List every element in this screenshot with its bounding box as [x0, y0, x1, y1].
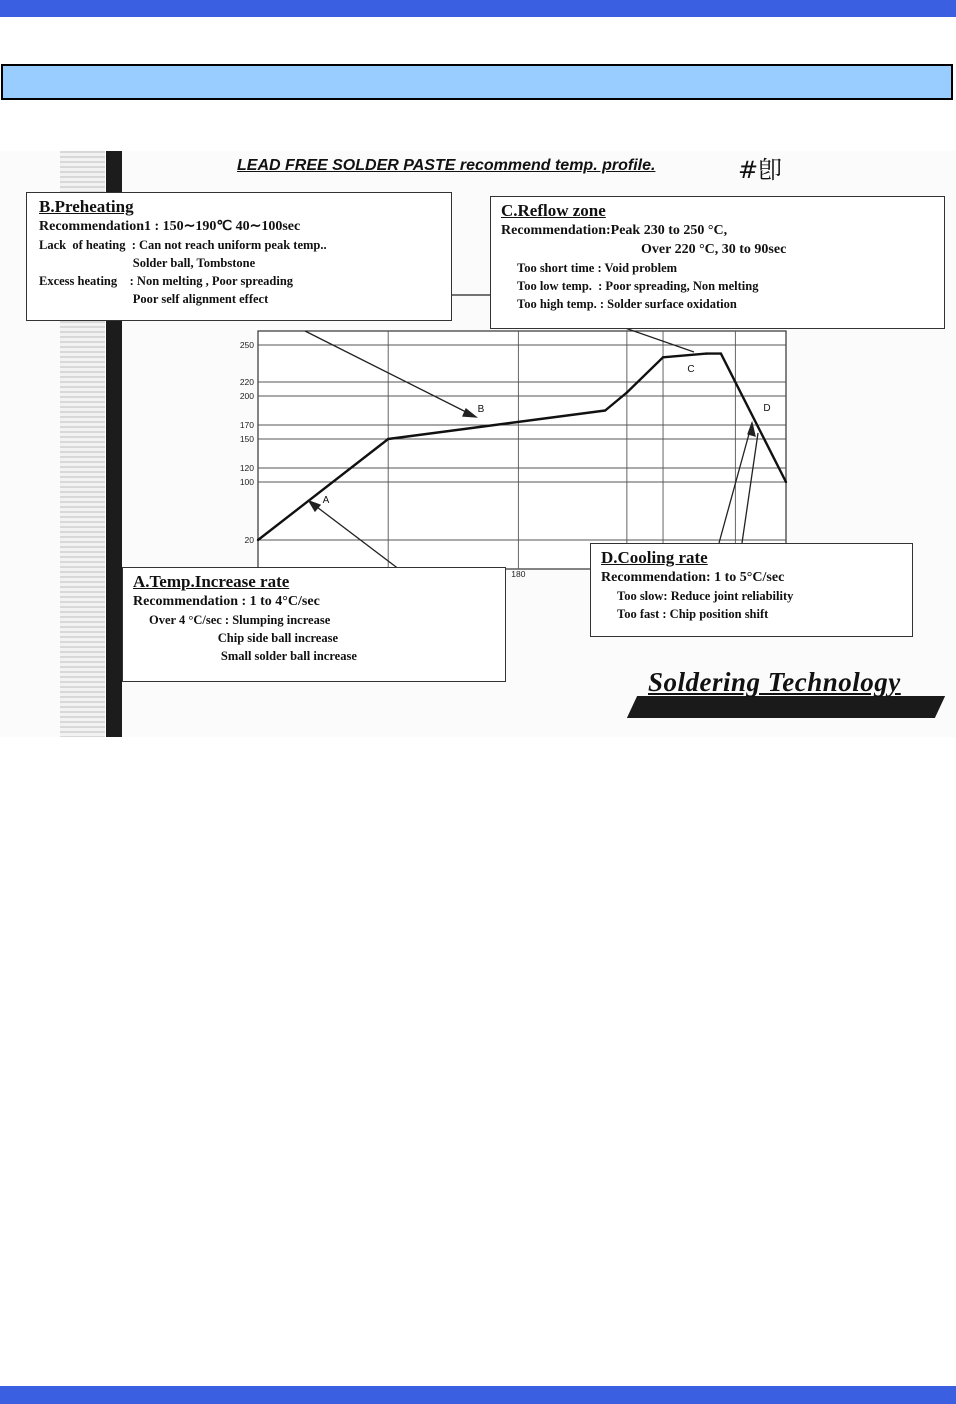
- y-tick-label: 170: [239, 420, 254, 430]
- handwritten-mark: #卽: [738, 156, 783, 184]
- zone-label: B: [477, 404, 485, 415]
- cooling-line: Too slow: Reduce joint reliability: [617, 589, 794, 603]
- preheating-line: Solder ball, Tombstone: [39, 256, 256, 270]
- cooling-rate-box: [590, 543, 913, 637]
- reflow-recommendation: Recommendation:Peak 230 to 250 °C,: [501, 223, 728, 238]
- preheating-title: B.Preheating: [39, 197, 134, 216]
- reflow-line: Too short time : Void problem: [517, 261, 678, 275]
- brand-shadow: [627, 696, 945, 718]
- preheating-line: Excess heating : Non melting , Poor spreading: [39, 274, 294, 288]
- zone-label: D: [763, 403, 771, 414]
- x-tick-label: 180: [511, 569, 526, 579]
- plot-frame: [258, 331, 786, 569]
- temp-increase-title: A.Temp.Increase rate: [133, 572, 290, 591]
- y-tick-label: 200: [239, 391, 254, 401]
- scanned-figure: [0, 151, 956, 737]
- reflow-line: Too high temp. : Solder surface oxidation: [517, 297, 737, 311]
- preheating-line: Poor self alignment effect: [39, 292, 269, 306]
- zone-label: A: [322, 495, 330, 506]
- preheating-line: Lack of heating : Can not reach uniform peak temp..: [39, 238, 327, 252]
- reflow-title: C.Reflow zone: [501, 201, 606, 220]
- bottom-accent-bar: [0, 1386, 956, 1404]
- zone-label: C: [687, 364, 695, 375]
- temp-increase-recommendation: Recommendation : 1 to 4°C/sec: [133, 594, 320, 609]
- cooling-recommendation: Recommendation: 1 to 5°C/sec: [601, 570, 785, 585]
- preheating-box: [26, 192, 452, 321]
- y-tick-label: 220: [239, 377, 254, 387]
- cooling-line: Too fast : Chip position shift: [617, 607, 769, 621]
- profile-point: [626, 391, 628, 393]
- cooling-title: D.Cooling rate: [601, 548, 708, 567]
- profile-point: [257, 539, 259, 541]
- reflow-zone-box: [490, 196, 945, 329]
- profile-point: [785, 481, 787, 483]
- temp-increase-line: Chip side ball increase: [149, 631, 339, 645]
- y-tick-label: 100: [239, 477, 254, 487]
- reflow-line: Too low temp. : Poor spreading, Non melting: [517, 279, 759, 293]
- profile-point: [720, 352, 722, 354]
- y-tick-label: 120: [239, 463, 254, 473]
- y-tick-label: 250: [239, 340, 254, 350]
- brand-logo-text: Soldering Technology: [648, 667, 901, 697]
- profile-point: [604, 409, 606, 411]
- top-accent-bar: [0, 0, 956, 17]
- profile-point: [387, 438, 389, 440]
- preheating-recommendation: Recommendation1 : 150∼190℃ 40∼100sec: [39, 219, 301, 234]
- header-band: [1, 64, 953, 100]
- temp-increase-box: [122, 567, 506, 682]
- figure-title: LEAD FREE SOLDER PASTE recommend temp. profile.: [237, 157, 656, 174]
- temp-increase-line: Small solder ball increase: [149, 649, 357, 663]
- profile-point: [705, 352, 707, 354]
- y-tick-label: 150: [239, 434, 254, 444]
- profile-point: [662, 356, 664, 358]
- temp-increase-line: Over 4 °C/sec : Slumping increase: [149, 613, 331, 627]
- y-tick-label: 20: [244, 535, 254, 545]
- reflow-recommendation-2: Over 220 °C, 30 to 90sec: [641, 242, 787, 257]
